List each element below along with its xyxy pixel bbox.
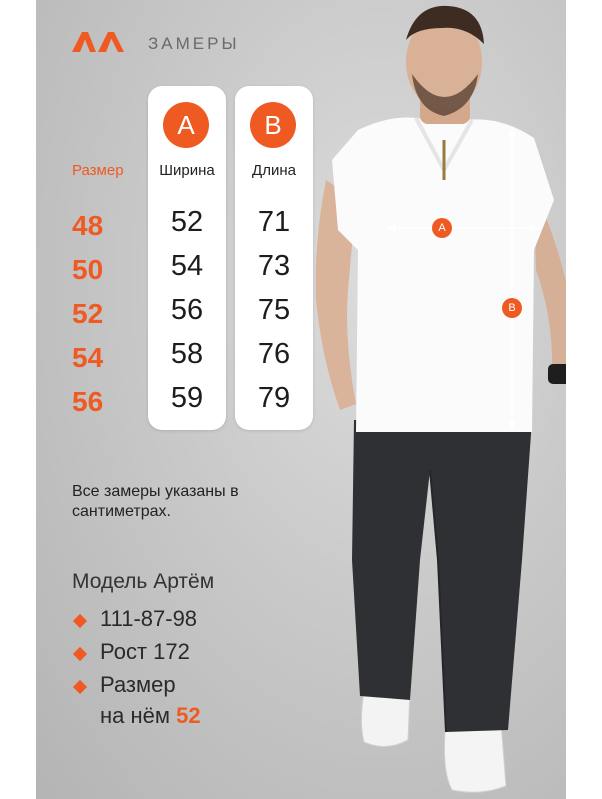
model-size-label: Размер bbox=[100, 672, 176, 697]
model-size-prefix: на нём bbox=[100, 703, 171, 728]
size-value: 48 bbox=[72, 210, 104, 241]
width-value: 54 bbox=[170, 250, 204, 282]
width-column bbox=[148, 86, 226, 430]
width-value: 52 bbox=[170, 206, 204, 238]
size-chart-card bbox=[36, 0, 566, 799]
length-value: 71 bbox=[257, 206, 291, 238]
length-value: 76 bbox=[257, 338, 291, 370]
length-column-header: Длина bbox=[252, 162, 296, 179]
marker-a: A bbox=[432, 218, 452, 238]
size-value: 54 bbox=[72, 342, 104, 373]
size-column-header: Размер bbox=[72, 162, 124, 179]
bullet-diamond-icon bbox=[73, 647, 87, 661]
brand-logo bbox=[72, 30, 128, 54]
model-photo bbox=[296, 0, 566, 799]
size-value: 50 bbox=[72, 254, 104, 285]
length-value: 73 bbox=[257, 250, 291, 282]
model-size-value: 52 bbox=[176, 703, 201, 728]
size-value: 56 bbox=[72, 386, 104, 417]
width-value: 58 bbox=[170, 338, 204, 370]
length-value: 75 bbox=[257, 294, 291, 326]
model-size-line bbox=[100, 703, 201, 729]
badge-a: A bbox=[163, 102, 209, 148]
model-title: Модель Артём bbox=[72, 570, 215, 593]
bullet-diamond-icon bbox=[73, 680, 87, 694]
size-value: 52 bbox=[72, 298, 104, 329]
marker-b: B bbox=[502, 298, 522, 318]
width-value: 56 bbox=[170, 294, 204, 326]
width-value: 59 bbox=[170, 382, 204, 414]
badge-b: B bbox=[250, 102, 296, 148]
length-value: 79 bbox=[257, 382, 291, 414]
units-note: Все замеры указаны в сантиметрах. bbox=[72, 483, 239, 520]
width-column-header: Ширина bbox=[159, 162, 215, 179]
model-params: 111-87-98 bbox=[100, 606, 198, 631]
page-title: ЗАМЕРЫ bbox=[148, 34, 240, 53]
model-height: Рост 172 bbox=[100, 639, 190, 664]
bullet-diamond-icon bbox=[73, 614, 87, 628]
